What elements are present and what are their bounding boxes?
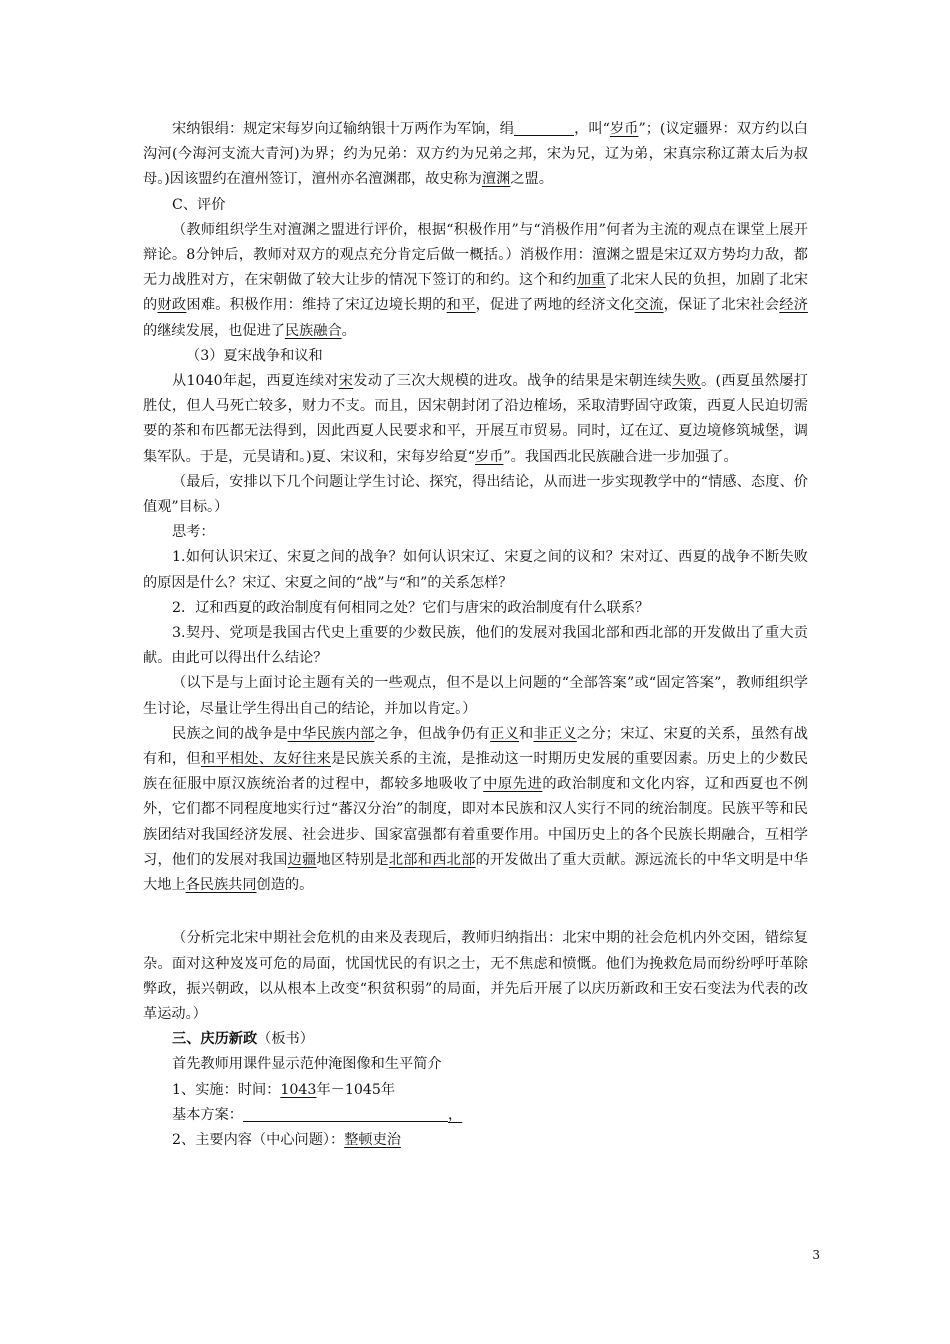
subheading-xia-song: （3）夏宋战争和议和: [186, 347, 323, 364]
subheading-think: 思考：: [172, 524, 215, 541]
text: 从1040年起，西夏连续对: [172, 373, 339, 390]
text: ”；(议定疆界：双方约以白沟河(今海河支流大青河)为界；约为兄弟：双方约为兄弟之邦，宋为兄，辽为弟，宋真宗称辽萧太后为叔母。)因该盟约在澶州签订，澶州亦名澶渊郡，故史称为: [143, 121, 808, 188]
paragraph-discussion-note: （以下是与上面讨论主题有关的一些观点，但不是以上问题的“全部答案”或“固定答案”，教师组织学生讨论，尽量让学生得出自己的结论，并加以肯定。）: [143, 675, 808, 717]
underlined-answer: 经济: [779, 297, 808, 314]
underlined-answer: 岁币: [609, 121, 639, 137]
text: 的政治制度和文化内容，辽和西夏也不例外，它们都不同程度地实行过“蕃汉分治”的制度，即对本民族和汉人实行不同的统治制度。民族平等和民族团结对我国经济发展、社会进步、国家富强都有着重要作用。中国历史上的各个民族长期融合，互相学习，他们的发展对我国: [143, 776, 808, 868]
item-main-content: [143, 1128, 808, 1153]
text: 了北宋人民的负担，加剧了北宋的: [143, 272, 808, 314]
question-2: 2．辽和西夏的政治制度有何相同之处？它们与唐宋的政治制度有什么联系？: [172, 599, 650, 616]
text: 的继续发展，也促进了: [143, 322, 285, 339]
underlined-answer: 非正义: [533, 725, 577, 742]
document-body: [143, 117, 808, 1153]
text: 之盟。: [510, 171, 553, 188]
paragraph-conclusions: [143, 722, 808, 898]
underlined-answer: 和平: [446, 297, 476, 314]
text: ，保证了北宋社会: [663, 297, 780, 314]
underlined-answer: 宋: [338, 373, 354, 390]
underlined-answer: 中原先进: [483, 776, 543, 793]
underlined-answer: 交流: [634, 297, 664, 314]
paragraph-xia-song-war: [143, 369, 808, 470]
question-1: 1.如何认识宋辽、宋夏之间的战争？如何认识宋辽、宋夏之间的议和？宋对辽、西夏的战争不断失败的原因是什么？宋辽、宋夏之间的“战”与“和”的关系怎样？: [143, 549, 808, 591]
text: ，叫“: [574, 121, 610, 137]
paragraph-crisis-summary: （分析完北宋中期社会危机的由来及表现后，教师归纳指出：北宋中期的社会危机内外交困，错综复杂。面对这种岌岌可危的局面，忧国忧民的有识之士，无不焦虑和愤慨。他们为挽救危局而纷纷呼吁革除弊政，振兴朝政，以从根本上改变“积贫积弱”的局面，并先后开展了以庆历新政和王安石变法为代表的改革运动。）: [143, 930, 808, 1022]
fill-blank: [514, 120, 574, 136]
underlined-answer: 北部和西北部: [388, 851, 476, 868]
text: 年－1045年: [316, 1081, 396, 1098]
text: 是民族关系的主流，是推动这一时期历史发展的重要因素。历史上的少数民族在征服中原汉族统治者的过程中，都较多地吸收了: [143, 751, 808, 793]
text: 和: [519, 725, 534, 742]
paragraph-discussion-intro: （最后，安排以下几个问题让学生讨论、探究，得出结论，从而进一步实现教学中的“情感、态度、价值观”目标。）: [143, 473, 808, 516]
underlined-answer: 整顿吏治: [344, 1131, 401, 1148]
text: 2、主要内容（中心问题）：: [172, 1131, 345, 1148]
underlined-answer: 中华民族内部: [287, 725, 375, 742]
underlined-answer: 澶渊: [481, 171, 511, 188]
text: 困难。积极作用：维持了宋辽边境长期的: [186, 297, 447, 314]
fill-blank: [243, 1106, 448, 1122]
text: （教师组织学生对澶渊之盟进行评价，根据“积极作用”与“消极作用”何者为主流的观点在课堂上展开辩论。8分钟后，教师对双方的观点充分肯定后做一概括。）消极作用：澶渊之盟是宋辽双方势均力敌，都无力战胜对方，在宋朝做了较大让步的情况下签订的和约。这个和约: [143, 221, 808, 289]
text: ，促进了两地的经济文化: [475, 297, 635, 314]
text: 的开发做出了重大贡献。源远流长的中华文明是中华大地上: [143, 851, 808, 894]
text: 之分；宋辽、宋夏的关系，虽然有战有和，但: [143, 725, 808, 768]
paragraph-gap: [143, 898, 808, 926]
section-note: （板书）: [257, 1031, 314, 1048]
underlined-answer: 财政: [157, 297, 187, 314]
paragraph-tribute-terms: [143, 117, 808, 193]
underlined-answer: 岁币: [475, 448, 504, 465]
underlined-answer: ，: [447, 1106, 463, 1123]
underlined-answer: 边疆: [287, 851, 317, 868]
text: ”。我国西北民族融合进一步加强了。: [503, 448, 738, 465]
underlined-answer: 民族融合: [284, 322, 342, 339]
text: 地区特别是: [316, 851, 389, 868]
section-title: 三、庆历新政: [172, 1031, 258, 1048]
text: 之争，但战争仍有: [374, 725, 491, 742]
text: 1、实施：时间：: [172, 1081, 281, 1098]
page-number: 3: [812, 1248, 820, 1262]
underlined-answer: 各民族共同: [185, 877, 257, 894]
text: 基本方案：: [172, 1106, 243, 1123]
question-3: 3.契丹、党项是我国古代史上重要的少数民族，他们的发展对我国北部和西北部的开发做出了重大贡献。由此可以得出什么结论？: [143, 625, 808, 667]
text: 。(西夏虽然屡打胜仗，但人马死亡较多，财力不支。而且，因宋朝封闭了沿边榷场，采取清野固守政策，西夏人民迫切需要的茶和布匹都无法得到，因此西夏人民要求和平，开展互市贸易。同时，辽在辽、夏边境修筑城堡，调集军队。于是，元昊请和。)夏、宋议和，宋每岁给夏“: [143, 373, 808, 465]
underlined-answer: 和平相处、友好往来: [200, 751, 332, 768]
text: 发动了三次大规模的进攻。战争的结果是宋朝连续: [353, 373, 673, 390]
subheading-evaluation: C、评价: [172, 196, 226, 213]
underlined-answer: 失败: [672, 373, 702, 390]
intro-line: 首先教师用课件显示范仲淹图像和生平简介: [172, 1056, 442, 1073]
item-implementation: [143, 1078, 808, 1103]
text: 民族之间的战争是: [172, 725, 288, 742]
paragraph-evaluation: [143, 218, 808, 344]
text: 。: [341, 322, 356, 339]
section-heading-qingli: [143, 1027, 808, 1052]
underlined-answer: 加重: [576, 272, 606, 289]
underlined-answer: 1043: [280, 1081, 317, 1098]
text: 宋纳银绢：规定宋每岁向辽输纳银十万两作为军饷，绢: [172, 121, 515, 137]
underlined-answer: 正义: [490, 725, 520, 742]
item-plan: [143, 1103, 808, 1128]
text: 创造的。: [256, 877, 314, 894]
